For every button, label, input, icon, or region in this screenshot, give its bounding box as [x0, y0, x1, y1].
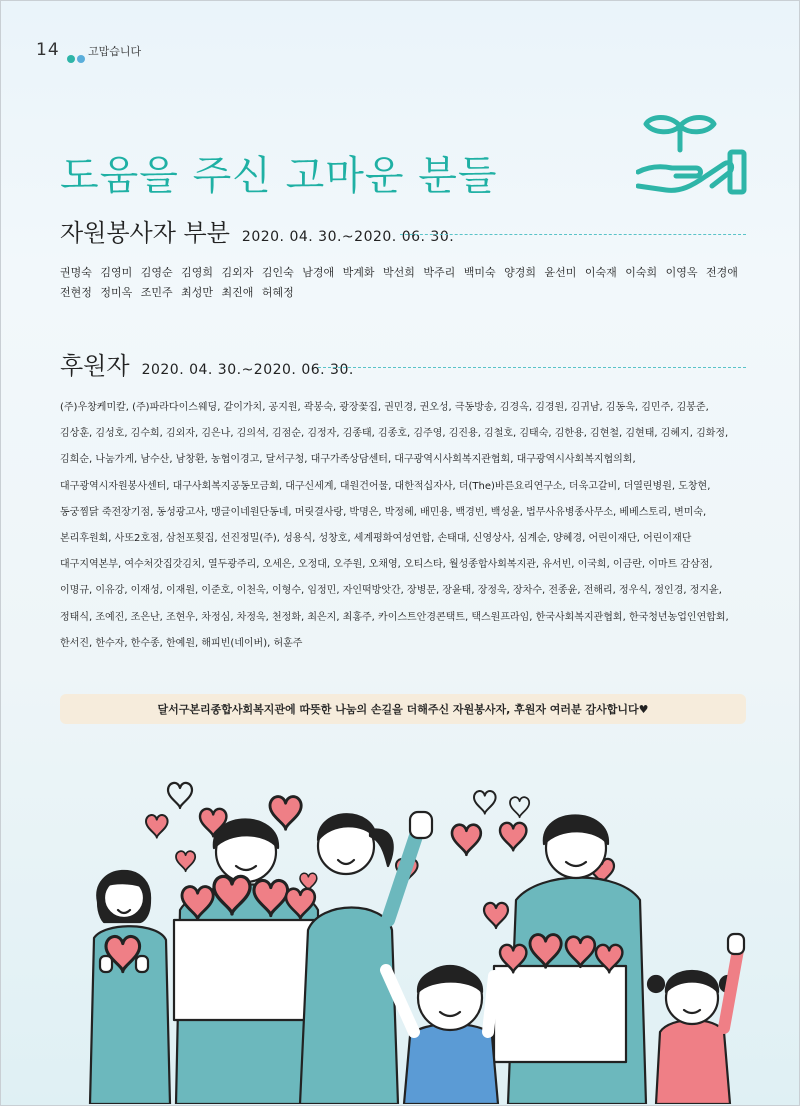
- donors-period: 2020. 04. 30.~2020. 06. 30.: [141, 362, 354, 378]
- people-with-hearts-illustration: [0, 770, 800, 1104]
- donor-line: (주)우창케미칼, (주)파라다이스웨딩, 같이가치, 공지원, 곽봉숙, 광장꽃집, 권민경, 권오성, 극동방송, 김경옥, 김경원, 김귀남, 김동욱, 김민주, 김봉준,: [60, 402, 709, 413]
- page-title: 도움을 주신 고마운 분들: [60, 152, 498, 199]
- blue-dot-icon: [77, 55, 85, 63]
- donor-line: 김상훈, 김성호, 김수희, 김외자, 김은나, 김의석, 김점순, 김정자, 김종태, 김종호, 김주영, 김진용, 김철호, 김태숙, 김한용, 김현철, 김현태, 김혜지, 김화정,: [60, 428, 729, 440]
- donor-line: 대구지역본부, 여수처갓집갓김치, 열두광주리, 오세은, 오정대, 오주원, 오채영, 오티스타, 월성종합사회복지관, 유서빈, 이국희, 이금란, 이마트 감삼점,: [60, 559, 713, 571]
- donor-line: 한서진, 한수자, 한수종, 한예원, 해피빈(네이버), 허훈주: [60, 637, 303, 649]
- teal-dot-icon: [67, 55, 75, 63]
- header-dots: [67, 48, 87, 67]
- donors-heading: 후원자: [60, 352, 130, 380]
- thanks-banner: 달서구본리종합사회복지관에 따뜻한 나눔의 손길을 더해주신 자원봉사자, 후원자 여러분 감사합니다♥: [60, 694, 746, 724]
- donors-heading-row: [60, 346, 354, 381]
- volunteers-period: 2020. 04. 30.~2020. 06. 30.: [241, 229, 455, 245]
- page-number: 14: [36, 40, 60, 60]
- volunteers-divider: [400, 234, 746, 235]
- donor-line: 김희순, 나눔가게, 남수산, 남창환, 농협이경고, 달서구청, 대구가족상담센터, 대구광역시사회복지관협회, 대구광역시사회복지협의회,: [60, 454, 636, 466]
- donor-line: 이명규, 이유강, 이재성, 이재원, 이준호, 이천욱, 이형수, 임정민, 자인떡방앗간, 장병문, 장윤태, 장정욱, 장차수, 전종윤, 전해리, 정우식, 정인경, 정지윤,: [60, 585, 722, 597]
- donor-line: 정태식, 조예진, 조은난, 조현우, 차정심, 차정욱, 천정화, 최은지, 최홍주, 카이스트안경콘택트, 택스원프라임, 한국사회복지관협회, 한국청년농업인연합회,: [60, 611, 729, 623]
- volunteers-heading: 자원봉사자 부분: [60, 219, 230, 247]
- donors-divider: [318, 367, 746, 368]
- donor-line: 동궁찜닭 죽전장기점, 동성광고사, 맹글이네원단동네, 머릿결사랑, 박명은, 박정혜, 배민용, 백경빈, 백성윤, 법무사유병종사무소, 베베스토리, 변미숙,: [60, 506, 707, 518]
- volunteers-heading-row: [60, 213, 454, 248]
- donor-line: 대구광역시자원봉사센터, 대구사회복지공동모금회, 대구신세계, 대원건어물, 대한적십자사, 더(The)바른요리연구소, 더욱고갈비, 더열린병원, 도창현,: [60, 480, 711, 492]
- donor-list: [60, 398, 760, 660]
- sprout-on-hand-icon: [636, 110, 748, 196]
- section-label: 고맙습니다: [88, 45, 142, 58]
- volunteer-names: 권명숙 김영미 김영순 김영희 김외자 김인숙 남경애 박계화 박선희 박주리 백미숙 양경희 윤선미 이숙재 이숙희 이영옥 전경애 전현정 정미옥 조민주 최성만 최진애 허혜정: [60, 266, 738, 299]
- donor-line: 본리후원회, 사또2호점, 삼천포횟집, 선진정밀(주), 성용식, 성창호, 세계평화여성연합, 손태대, 신영상사, 심계순, 양혜경, 어린이재단, 어린이재단: [60, 532, 692, 544]
